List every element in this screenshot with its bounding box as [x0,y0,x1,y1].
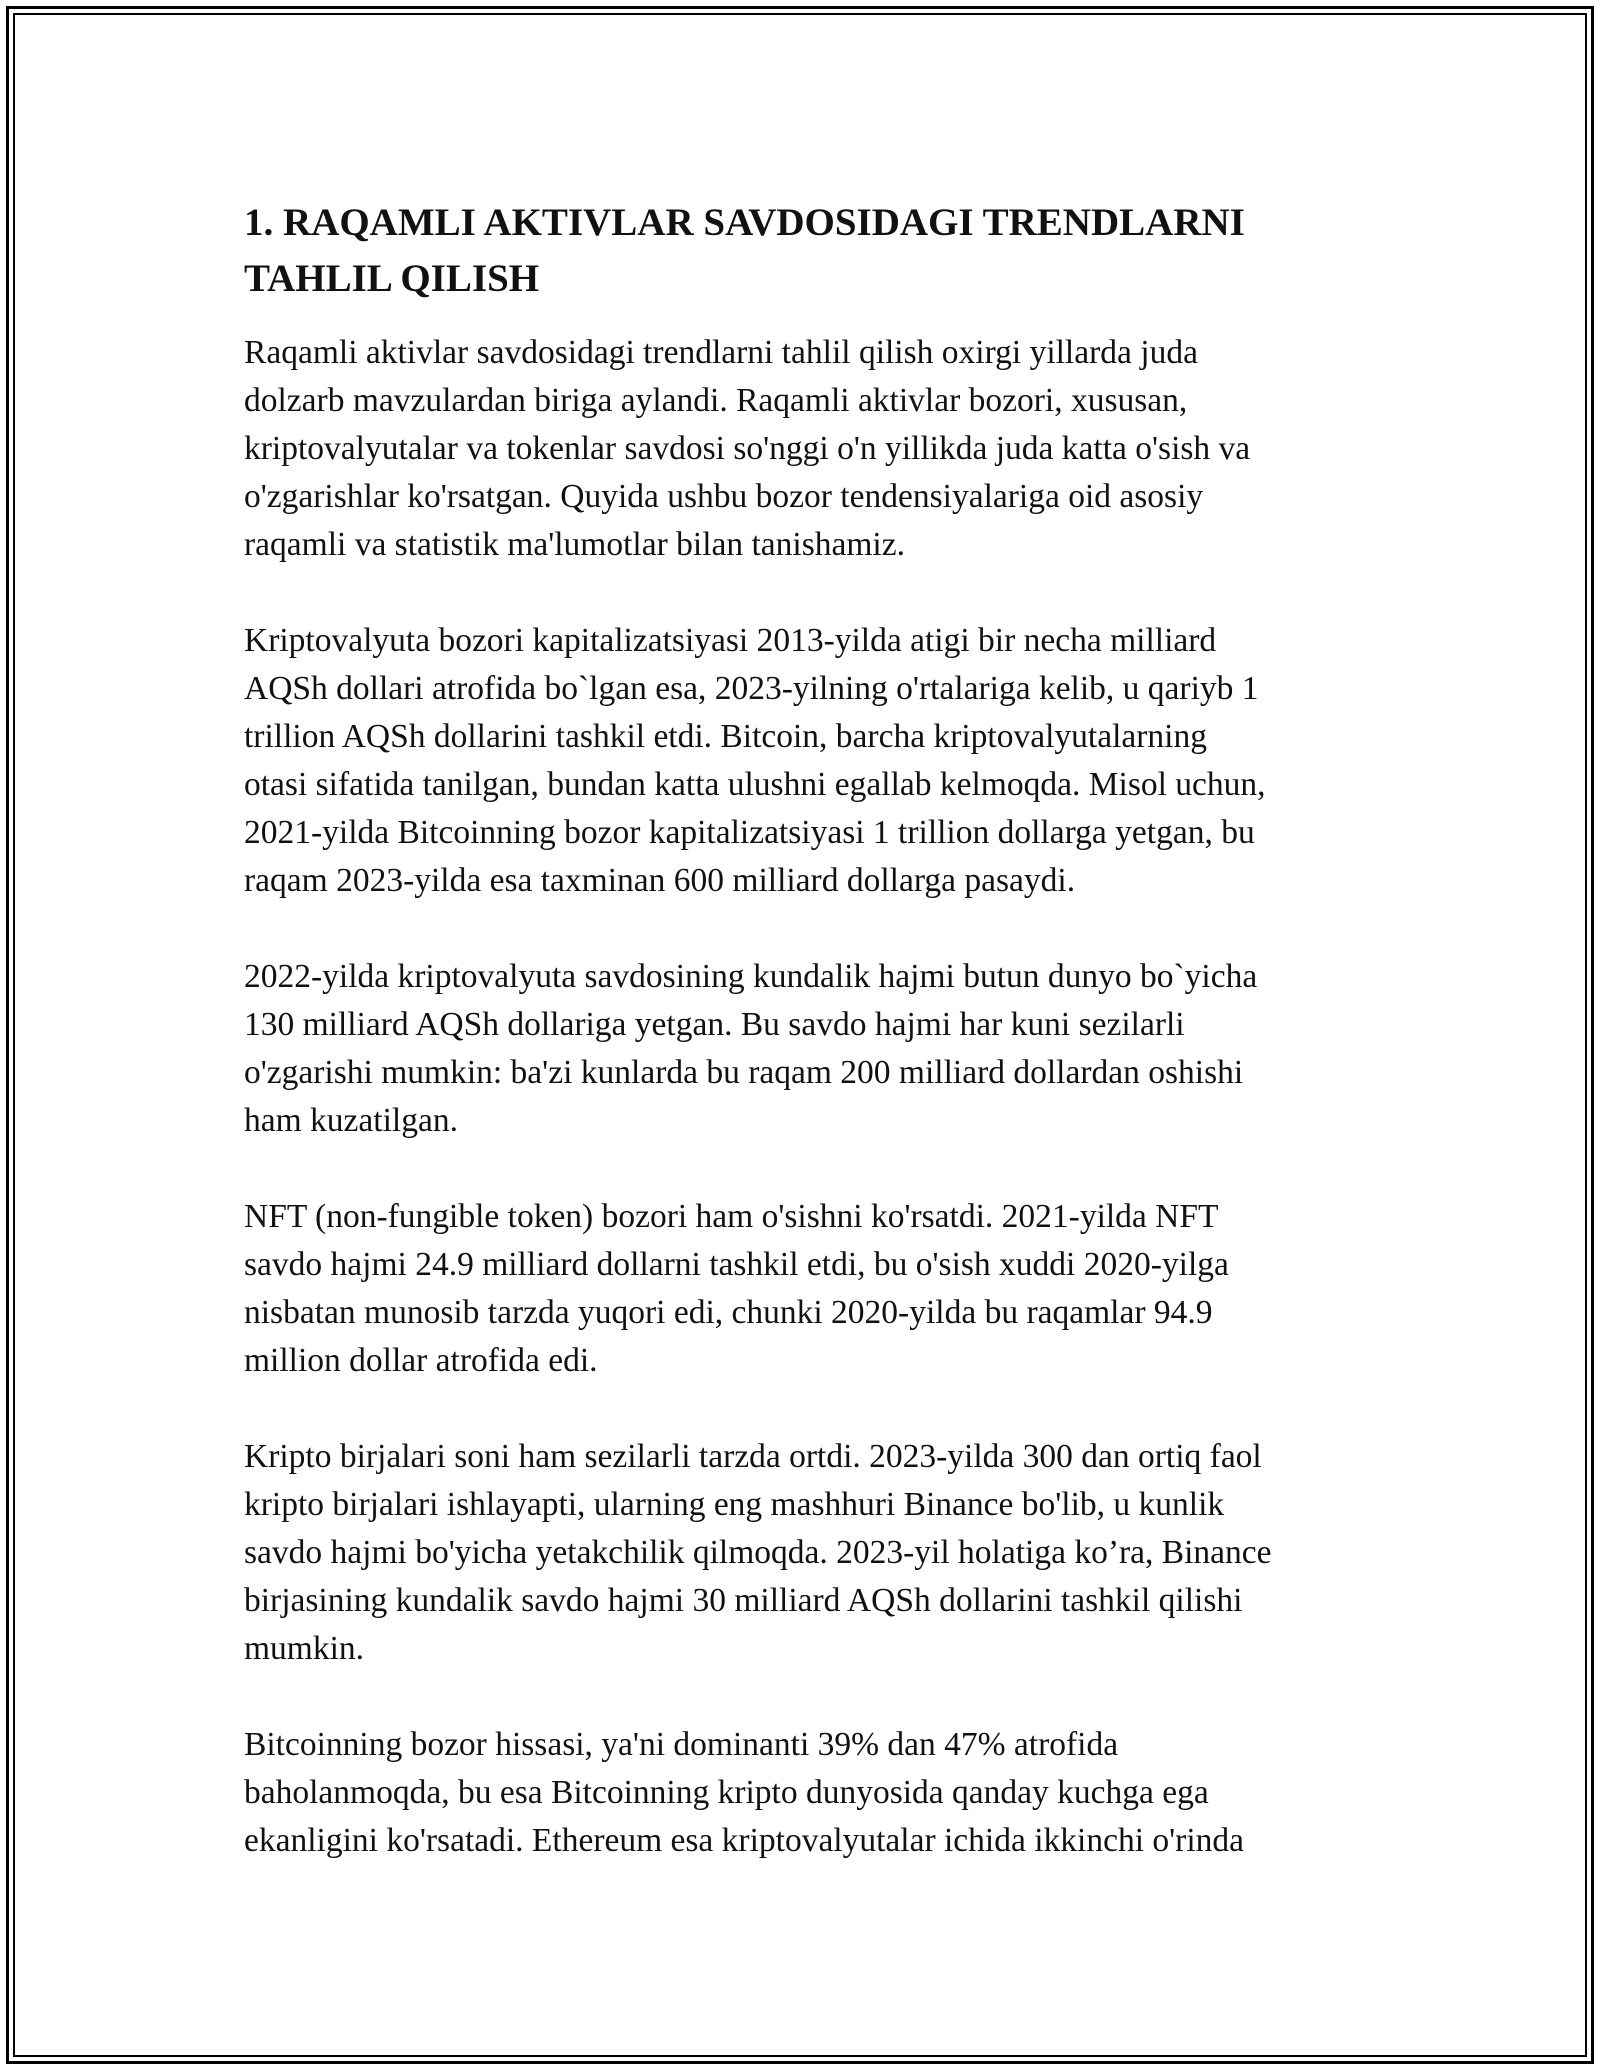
heading-line: TAHLIL QILISH [244,257,540,300]
text-line: AQSh dollari atrofida bo`lgan esa, 2023-yilning o'rtalariga kelib, u qariyb 1 [244,670,1259,707]
text-line: nisbatan munosib tarzda yuqori edi, chunki 2020-yilda bu raqamlar 94.9 [244,1294,1213,1331]
section-heading [244,195,1384,307]
text-line: savdo hajmi bo'yicha yetakchilik qilmoqda. 2023-yil holatiga ko’ra, Binance [244,1534,1272,1571]
text-line: raqamli va statistik ma'lumotlar bilan tanishamiz. [244,526,905,563]
text-line: dolzarb mavzulardan biriga aylandi. Raqamli aktivlar bozori, xususan, [244,382,1188,419]
text-line: mumkin. [244,1630,365,1667]
text-line: birjasining kundalik savdo hajmi 30 milliard AQSh dollarini tashkil qilishi [244,1582,1243,1619]
paragraph-exchanges [244,1433,1384,1673]
text-line: 2022-yilda kriptovalyuta savdosining kundalik hajmi butun dunyo bo`yicha [244,958,1258,995]
paragraph-intro [244,329,1384,569]
text-line: Kripto birjalari soni ham sezilarli tarzda ortdi. 2023-yilda 300 dan ortiq faol [244,1438,1262,1475]
text-line: raqam 2023-yilda esa taxminan 600 milliard dollarga pasaydi. [244,862,1076,899]
text-line: kriptovalyutalar va tokenlar savdosi so'nggi o'n yillikda juda katta o'sish va [244,430,1251,467]
paragraph-market-cap [244,617,1384,905]
text-line: 130 milliard AQSh dollariga yetgan. Bu savdo hajmi har kuni sezilarli [244,1006,1185,1043]
text-line: baholanmoqda, bu esa Bitcoinning kripto dunyosida qanday kuchga ega [244,1774,1209,1811]
text-line: Kriptovalyuta bozori kapitalizatsiyasi 2013-yilda atigi bir necha milliard [244,622,1217,659]
text-line: ham kuzatilgan. [244,1102,458,1139]
text-line: o'zgarishlar ko'rsatgan. Quyida ushbu bozor tendensiyalariga oid asosiy [244,478,1204,515]
paragraph-daily-volume [244,953,1384,1145]
text-line: ekanligini ko'rsatadi. Ethereum esa kriptovalyutalar ichida ikkinchi o'rinda [244,1822,1245,1859]
text-line: NFT (non-fungible token) bozori ham o'sishni ko'rsatdi. 2021-yilda NFT [244,1198,1219,1235]
paragraph-dominance [244,1721,1384,1865]
document-content [244,195,1384,1913]
heading-line: 1. RAQAMLI AKTIVLAR SAVDOSIDAGI TRENDLARNI [244,201,1245,244]
text-line: Raqamli aktivlar savdosidagi trendlarni tahlil qilish oxirgi yillarda juda [244,334,1198,371]
text-line: o'zgarishi mumkin: ba'zi kunlarda bu raqam 200 milliard dollardan oshishi [244,1054,1244,1091]
text-line: savdo hajmi 24.9 milliard dollarni tashkil etdi, bu o'sish xuddi 2020-yilga [244,1246,1229,1283]
text-line: million dollar atrofida edi. [244,1342,598,1379]
paragraph-nft [244,1193,1384,1385]
text-line: trillion AQSh dollarini tashkil etdi. Bitcoin, barcha kriptovalyutalarning [244,718,1207,755]
text-line: Bitcoinning bozor hissasi, ya'ni dominanti 39% dan 47% atrofida [244,1726,1119,1763]
text-line: otasi sifatida tanilgan, bundan katta ulushni egallab kelmoqda. Misol uchun, [244,766,1266,803]
text-line: 2021-yilda Bitcoinning bozor kapitalizatsiyasi 1 trillion dollarga yetgan, bu [244,814,1255,851]
document-page [6,6,1594,2064]
text-line: kripto birjalari ishlayapti, ularning eng mashhuri Binance bo'lib, u kunlik [244,1486,1225,1523]
